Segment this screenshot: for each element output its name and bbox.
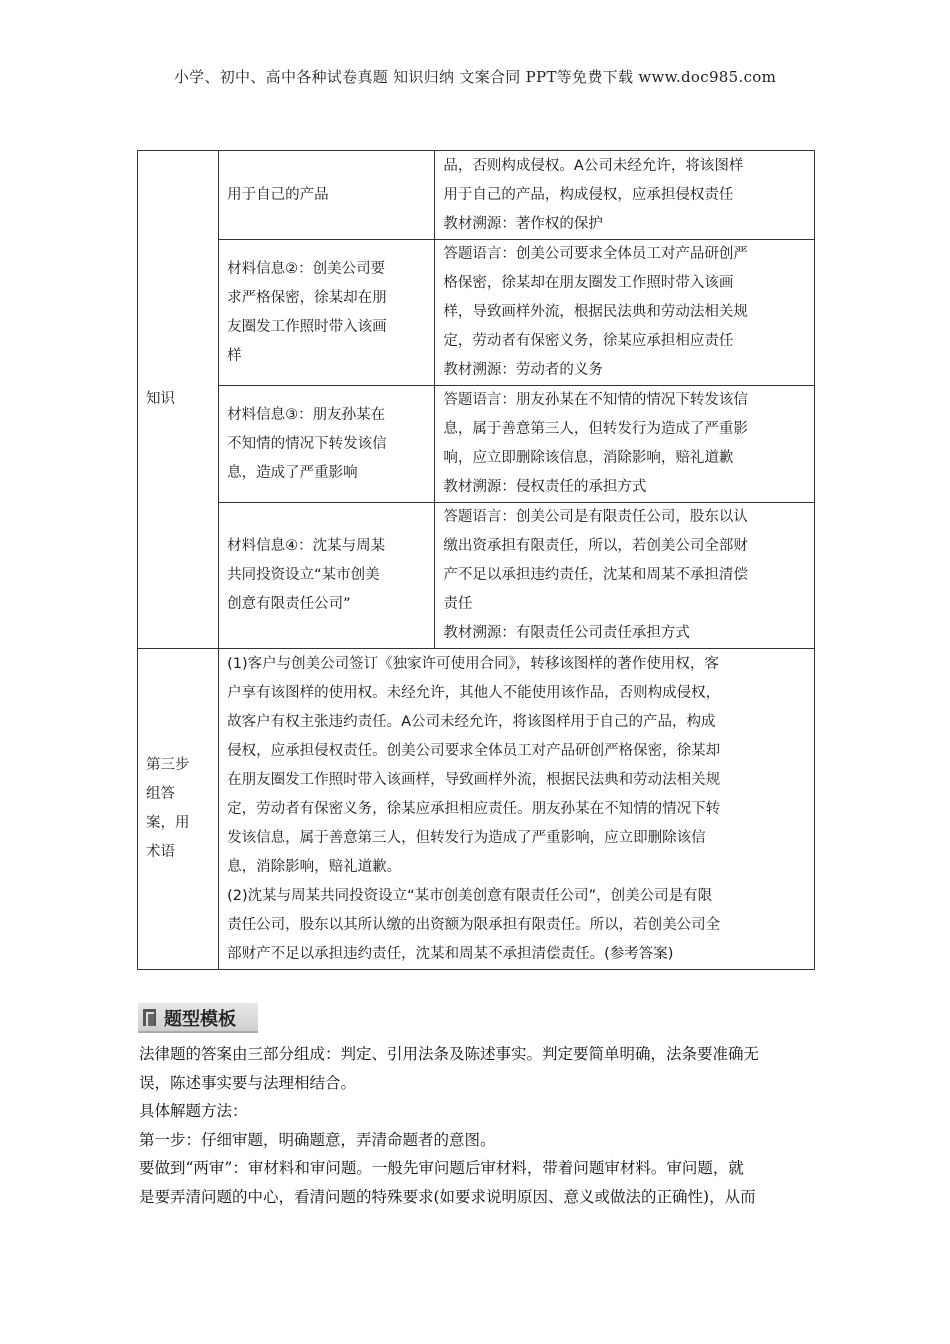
material-cell: 用于自己的产品 <box>219 151 435 240</box>
table-row <box>138 386 815 503</box>
answer-cell: 答题语言：创美公司是有限责任公司，股东以认 缴出资承担有限责任，所以，若创美公司全部财 产不足以承担违约责任，沈某和周某不承担清偿 责任 教材溯源：有限责任公司责任承担方式 <box>435 503 815 649</box>
answer-cell: 答题语言：朋友孙某在不知情的情况下转发该信 息，属于善意第三人，但转发行为造成了严重影 响，应立即删除该信息，消除影响，赔礼道歉 教材溯源：侵权责任的承担方式 <box>435 386 815 503</box>
table-row <box>138 240 815 386</box>
answer-cell: 答题语言：创美公司要求全体员工对产品研创严 格保密，徐某却在朋友圈发工作照时带入该画 样，导致画样外流，根据民法典和劳动法相关规 定，劳动者有保密义务，徐某应承担相应责任 教材溯源：劳动者的义务 <box>435 240 815 386</box>
table-row <box>138 151 815 240</box>
section-heading <box>138 1003 258 1033</box>
table-row <box>138 649 815 970</box>
paragraph-line: 法律题的答案由三部分组成：判定、引用法条及陈述事实。判定要简单明确，法条要准确无 <box>139 1045 760 1063</box>
material-cell: 材料信息②：创美公司要 求严格保密，徐某却在朋 友圈发工作照时带入该画 样 <box>219 240 435 386</box>
section-title: 题型模板 <box>164 1009 236 1030</box>
step3-label: 第三步 组答 案，用 术语 <box>138 649 219 970</box>
page-header: 小学、初中、高中各种试卷真题 知识归纳 文案合同 PPT等免费下载 www.doc985.com <box>173 68 777 86</box>
body-text <box>139 1040 815 1211</box>
material-cell: 材料信息④：沈某与周某 共同投资设立“某市创美 创意有限责任公司” <box>219 503 435 649</box>
paragraph-line: 具体解题方法： <box>139 1102 248 1120</box>
paragraph-line: 是要弄清问题的中心，看清问题的特殊要求(如要求说明原因、意义或做法的正确性)，从而 <box>139 1187 756 1206</box>
knowledge-label: 知识 <box>138 151 219 649</box>
paragraph-line: 要做到“两审”：审材料和审问题。一般先审问题后审材料，带着问题审材料。审问题，就 <box>139 1159 744 1177</box>
answer-table <box>137 150 815 970</box>
material-cell: 材料信息③：朋友孙某在 不知情的情况下转发该信 息，造成了严重影响 <box>219 386 435 503</box>
step3-answer: (1)客户与创美公司签订《独家许可使用合同》，转移该图样的著作使用权，客 户享有该图样的使用权。未经允许，其他人不能使用该作品，否则构成侵权， 故客户有权主张违约责任。A公司未经允许，将该图样用于自己的产品，构成 侵权，应承担侵权责任。创美公司要求全体员工对产品研创严格保密，徐某却 在朋友圈发工作照时带入该画样，导致画样外流，根据民法典和劳动法相关规 定，劳动者有保密义务，徐某应承担相应责任。朋友孙某在不知情的情况下转 发该信息，属于善意第三人，但转发行为造成了严重影响，应立即删除该信 息，消除影响，赔礼道歉。 (2)沈某与周某共同投资设立“某市创美创意有限责任公司”，创美公司是有限 责任公司，股东以其所认缴的出资额为限承担有限责任。所以，若创美公司全 部财产不足以承担违约责任，沈某和周某不承担清偿责任。(参考答案) <box>219 649 815 970</box>
answer-cell: 品，否则构成侵权。A公司未经允许，将该图样 用于自己的产品，构成侵权，应承担侵权责任 教材溯源：著作权的保护 <box>435 151 815 240</box>
section-marker-icon <box>143 1009 156 1026</box>
table-row <box>138 503 815 649</box>
paragraph-line: 误，陈述事实要与法理相结合。 <box>139 1073 357 1092</box>
paragraph-line: 第一步：仔细审题，明确题意，弄清命题者的意图。 <box>139 1130 496 1149</box>
